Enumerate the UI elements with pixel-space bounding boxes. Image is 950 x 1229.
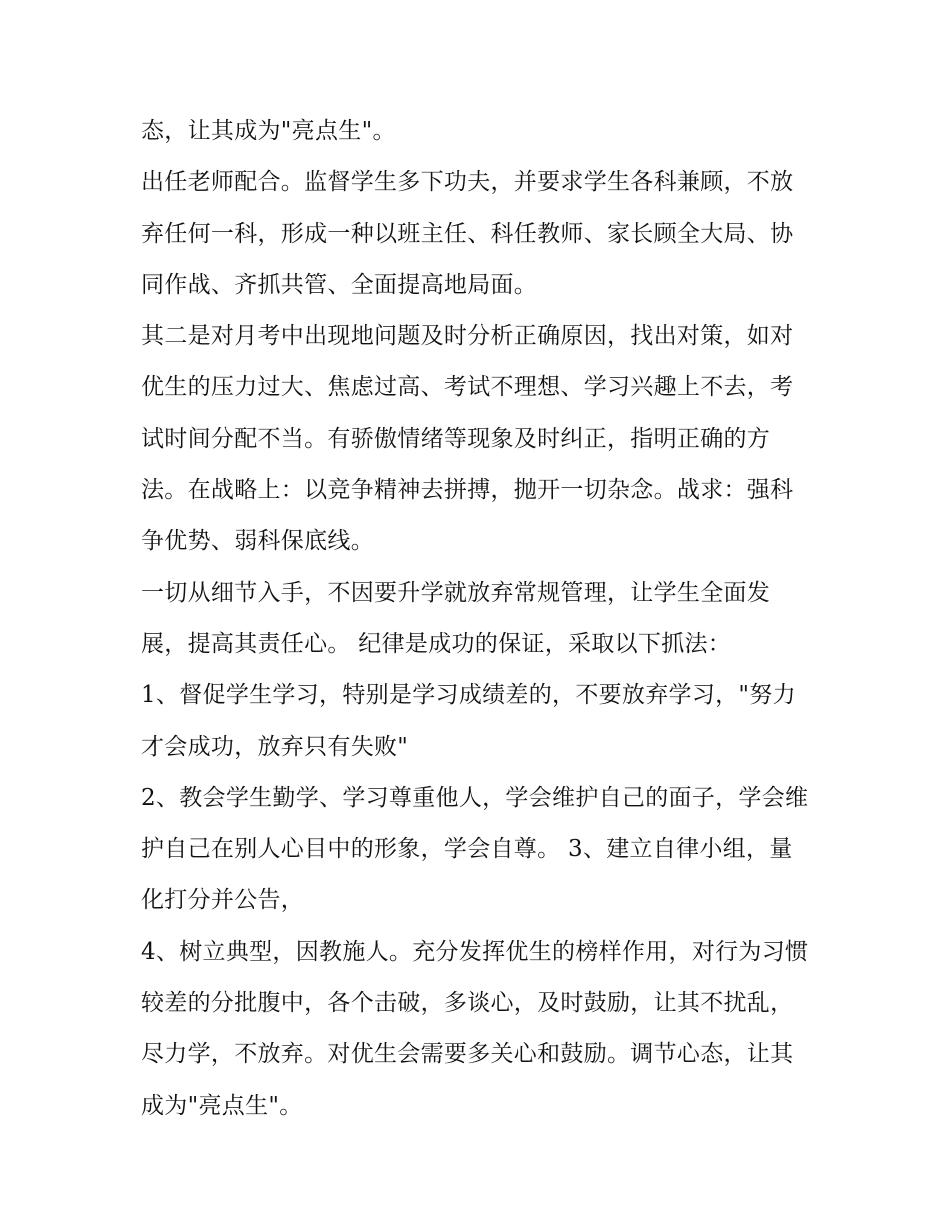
paragraph-7: 4、树立典型，因教施人。充分发挥优生的榜样作用，对行为习惯较差的分批腹中，各个击破，多谈心，及时鼓励，让其不扰乱，尽力学，不放弃。对优生会需要多关心和鼓励。调节心态，让其成为"亮点生"。 [141,938,809,1119]
paragraph-4: 一切从细节入手，不因要升学就放弃常规管理，让学生全面发展，提高其责任心。 纪律是成功的保证，采取以下抓法： [141,579,771,657]
document-body [141,106,813,1132]
paragraph-2: 出任老师配合。监督学生多下功夫，并要求学生各科兼顾，不放弃任何一科，形成一种以班主任、科任教师、家长顾全大局、协同作战、齐抓共管、全面提高地局面。 [141,169,794,298]
paragraph-3: 其二是对月考中出现地问题及时分析正确原因，找出对策，如对优生的压力过大、焦虑过高、考试不理想、学习兴趣上不去，考试时间分配不当。有骄傲情绪等现象及时纠正，指明正确的方法。在战略上：以竞争精神去拼搏，抛开一切杂念。战求：强科争优势、弱科保底线。 [141,323,794,555]
paragraph-5: 1、督促学生学习，特别是学习成绩差的，不要放弃学习，"努力才会成功，放弃只有失败" [141,682,796,760]
paragraph-6: 2、教会学生勤学、学习尊重他人，学会维护自己的面子，学会维护自己在别人心目中的形象，学会自尊。 3、建立自律小组，量化打分并公告， [141,784,809,914]
paragraph-1: 态，让其成为"亮点生"。 [141,118,396,144]
